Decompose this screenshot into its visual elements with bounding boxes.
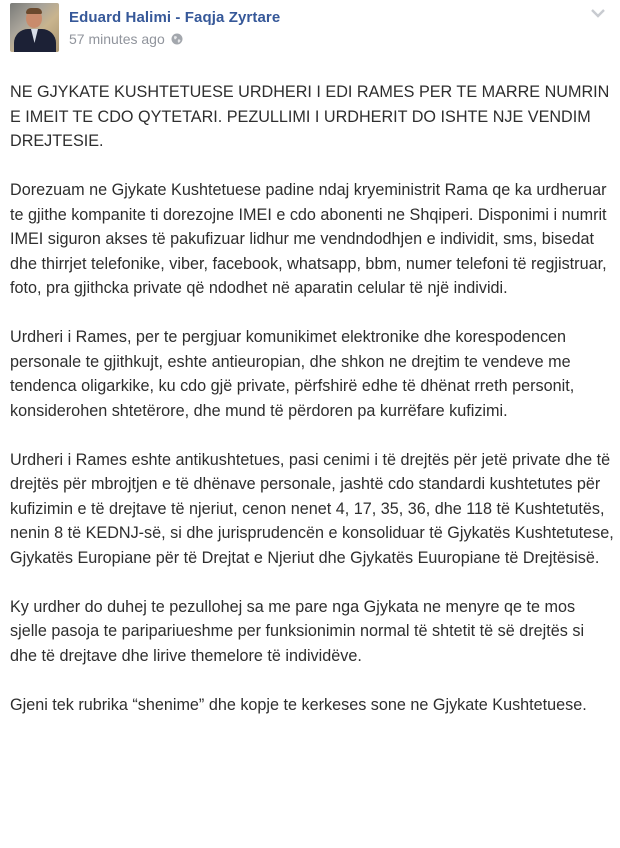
avatar-hair (26, 8, 42, 14)
post-paragraph: Ky urdher do duhej te pezullohej sa me pare nga Gjykata ne menyre qe te mos sjelle pasoja te paripariueshme per funksionimin normal të shtetit të së drejtës si dhe të drejtave dhe lirive themelore të individëve. (10, 597, 585, 665)
chevron-down-icon[interactable] (590, 7, 606, 19)
post-body (10, 80, 615, 742)
post-meta (69, 31, 183, 47)
post-paragraph: Urdheri i Rames, per te pergjuar komunikimet elektronike dhe korespodencen personale te gjithkujt, eshte antieuropian, dhe shkon ne drejtim te vendeve me tendenca oligarkike, ku cdo gjë private, përfshirë edhe të dhënat rreth personit, konsiderohen shtetërore, dhe mund të përdoren pa kurrëfare kufizimi. (10, 328, 575, 420)
post-timestamp[interactable]: 57 minutes ago (69, 31, 165, 47)
post-paragraph: Urdheri i Rames eshte antikushtetues, pasi cenimi i të drejtës për jetë private dhe të drejtës për mbrojtjen e të dhënave personale, jashtë cdo standardi kushtetutes për kufizimin e të drejtave të njeriut, cenon nenet 4, 17, 35, 36, dhe 118 të Kushtetutës, nenin 8 të KEDNJ-së, si dhe jurisprudencën e konsoliduar të Gjykatës Kushtetutese, Gjykatës Europiane për të Drejtat e Njeriut dhe Gjykatës Euuropiane të Drejtësisë. (10, 450, 614, 567)
post-paragraph: Dorezuam ne Gjykate Kushtetuese padine ndaj kryeministrit Rama qe ka urdheruar te gjithe kompanite ti dorezojne IMEI e cdo abonenti ne Shqiperi. Disponimi i numrit IMEI siguron akses të pakufizuar lidhur me vendndodhjen e individit, sms, bisedat dhe thirrjet telefonike, viber, facebook, whatsapp, bbm, numer telefoni të regjistruar, foto, pra gjithcka private që ndodhet në aparatin celular të një individi. (10, 181, 607, 297)
post-paragraph: Gjeni tek rubrika “shenime” dhe kopje te kerkeses sone ne Gjykate Kushtetuese. (10, 695, 587, 714)
author-name-link[interactable]: Eduard Halimi - Faqja Zyrtare (69, 9, 281, 26)
post-paragraph-headline: NE GJYKATE KUSHTETUESE URDHERI I EDI RAMES PER TE MARRE NUMRIN E IMEIT TE CDO QYTETARI. PEZULLIMI I URDHERIT DO ISHTE NJE VENDIM DREJTESIE. (10, 83, 610, 150)
author-avatar[interactable] (10, 3, 59, 52)
post-header (10, 3, 620, 53)
globe-icon[interactable] (171, 33, 183, 45)
